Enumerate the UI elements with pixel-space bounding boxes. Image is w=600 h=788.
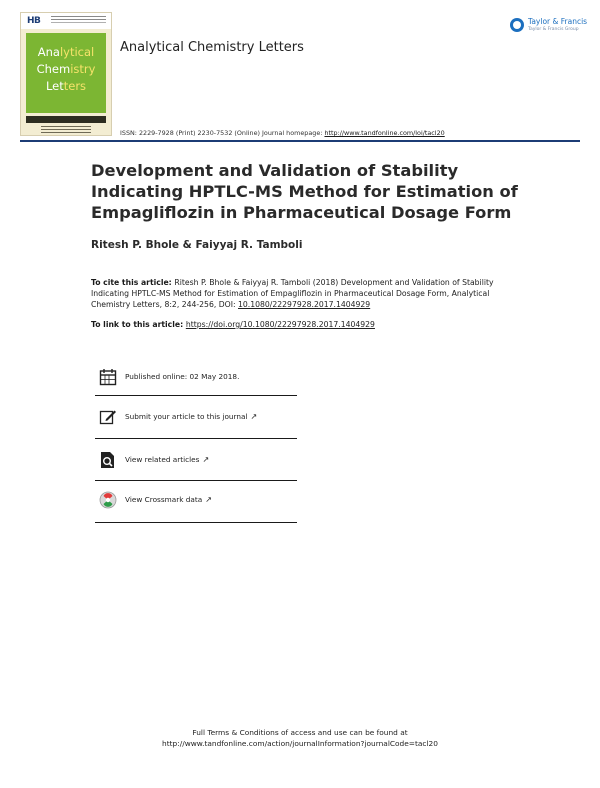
related-articles-link[interactable] — [125, 455, 209, 464]
crossmark-icon — [99, 491, 117, 509]
cover-dark-band — [26, 116, 106, 123]
publisher-logo-tagline: Taylor & Francis Group — [528, 27, 579, 32]
publisher-mark-logo: HB — [27, 16, 41, 26]
doi-link[interactable]: 10.1080/22297928.2017.1404929 — [238, 300, 371, 309]
cover-title-line: Chemistry — [36, 62, 96, 76]
publisher-logo-name: Taylor & Francis — [528, 17, 588, 26]
external-link-icon: ↗ — [205, 495, 212, 504]
related-articles-label[interactable]: View related articles — [125, 455, 200, 464]
cover-footer-lines — [41, 126, 91, 127]
journal-homepage-link[interactable]: http://www.tandfonline.com/loi/tacl20 — [324, 129, 445, 137]
journal-title[interactable]: Analytical Chemistry Letters — [120, 40, 304, 55]
footer-terms-text: Full Terms & Conditions of access and use can be found at — [192, 728, 408, 737]
cover-title-line: Analytical — [37, 45, 95, 59]
footer-terms-url[interactable]: http://www.tandfonline.com/action/journalInformation?journalCode=tacl20 — [162, 739, 438, 748]
issn-text: ISSN: 2229-7928 (Print) 2230-7532 (Online) Journal homepage: — [120, 129, 325, 137]
article-link-line — [91, 320, 375, 329]
article-authors: Ritesh P. Bhole & Faiyyaj R. Tamboli — [91, 239, 303, 251]
header-divider — [20, 140, 580, 142]
submit-article-label[interactable]: Submit your article to this journal — [125, 412, 248, 421]
submit-edit-icon — [99, 408, 117, 426]
cover-publisher-bar — [21, 13, 111, 29]
submit-article-link[interactable] — [125, 412, 257, 421]
taylor-francis-logo-icon[interactable] — [510, 16, 592, 36]
crossmark-link[interactable] — [125, 495, 212, 504]
published-online-text: Published online: 02 May 2018. — [125, 372, 240, 381]
row-divider — [95, 522, 297, 523]
journal-cover-image — [20, 12, 112, 136]
article-url-link[interactable]: https://doi.org/10.1080/22297928.2017.1404929 — [185, 320, 375, 329]
related-articles-icon — [99, 451, 117, 469]
external-link-icon: ↗ — [250, 412, 258, 421]
issn-homepage-line — [120, 129, 445, 137]
logo-circle-icon — [510, 18, 524, 32]
cover-publisher-text-lines — [51, 16, 106, 17]
crossmark-label[interactable]: View Crossmark data — [125, 495, 203, 504]
footer — [0, 727, 600, 749]
article-title: Development and Validation of Stability Indicating HPTLC-MS Method for Estimation of Empagliflozin in Pharmaceutical Dosage Form — [91, 161, 518, 222]
link-label: To link to this article: — [91, 320, 186, 329]
row-divider — [95, 395, 297, 396]
citation-block — [91, 277, 511, 310]
citation-text: Ritesh P. Bhole & Faiyyaj R. Tamboli (2018) Development and Validation of Stability Indicating HPTLC-MS Method for Estimation of Empagliflozin in Pharmaceutical Dosage Form, Analytical Chemistry Letters, 8:2, 244-256, DOI: — [91, 278, 494, 309]
cover-title-line: Letters — [45, 79, 87, 93]
row-divider — [95, 438, 297, 439]
external-link-icon: ↗ — [202, 455, 210, 464]
cover-title — [30, 44, 102, 95]
citation-label: To cite this article: — [91, 278, 175, 287]
calendar-icon — [99, 368, 117, 386]
row-divider — [95, 480, 297, 481]
